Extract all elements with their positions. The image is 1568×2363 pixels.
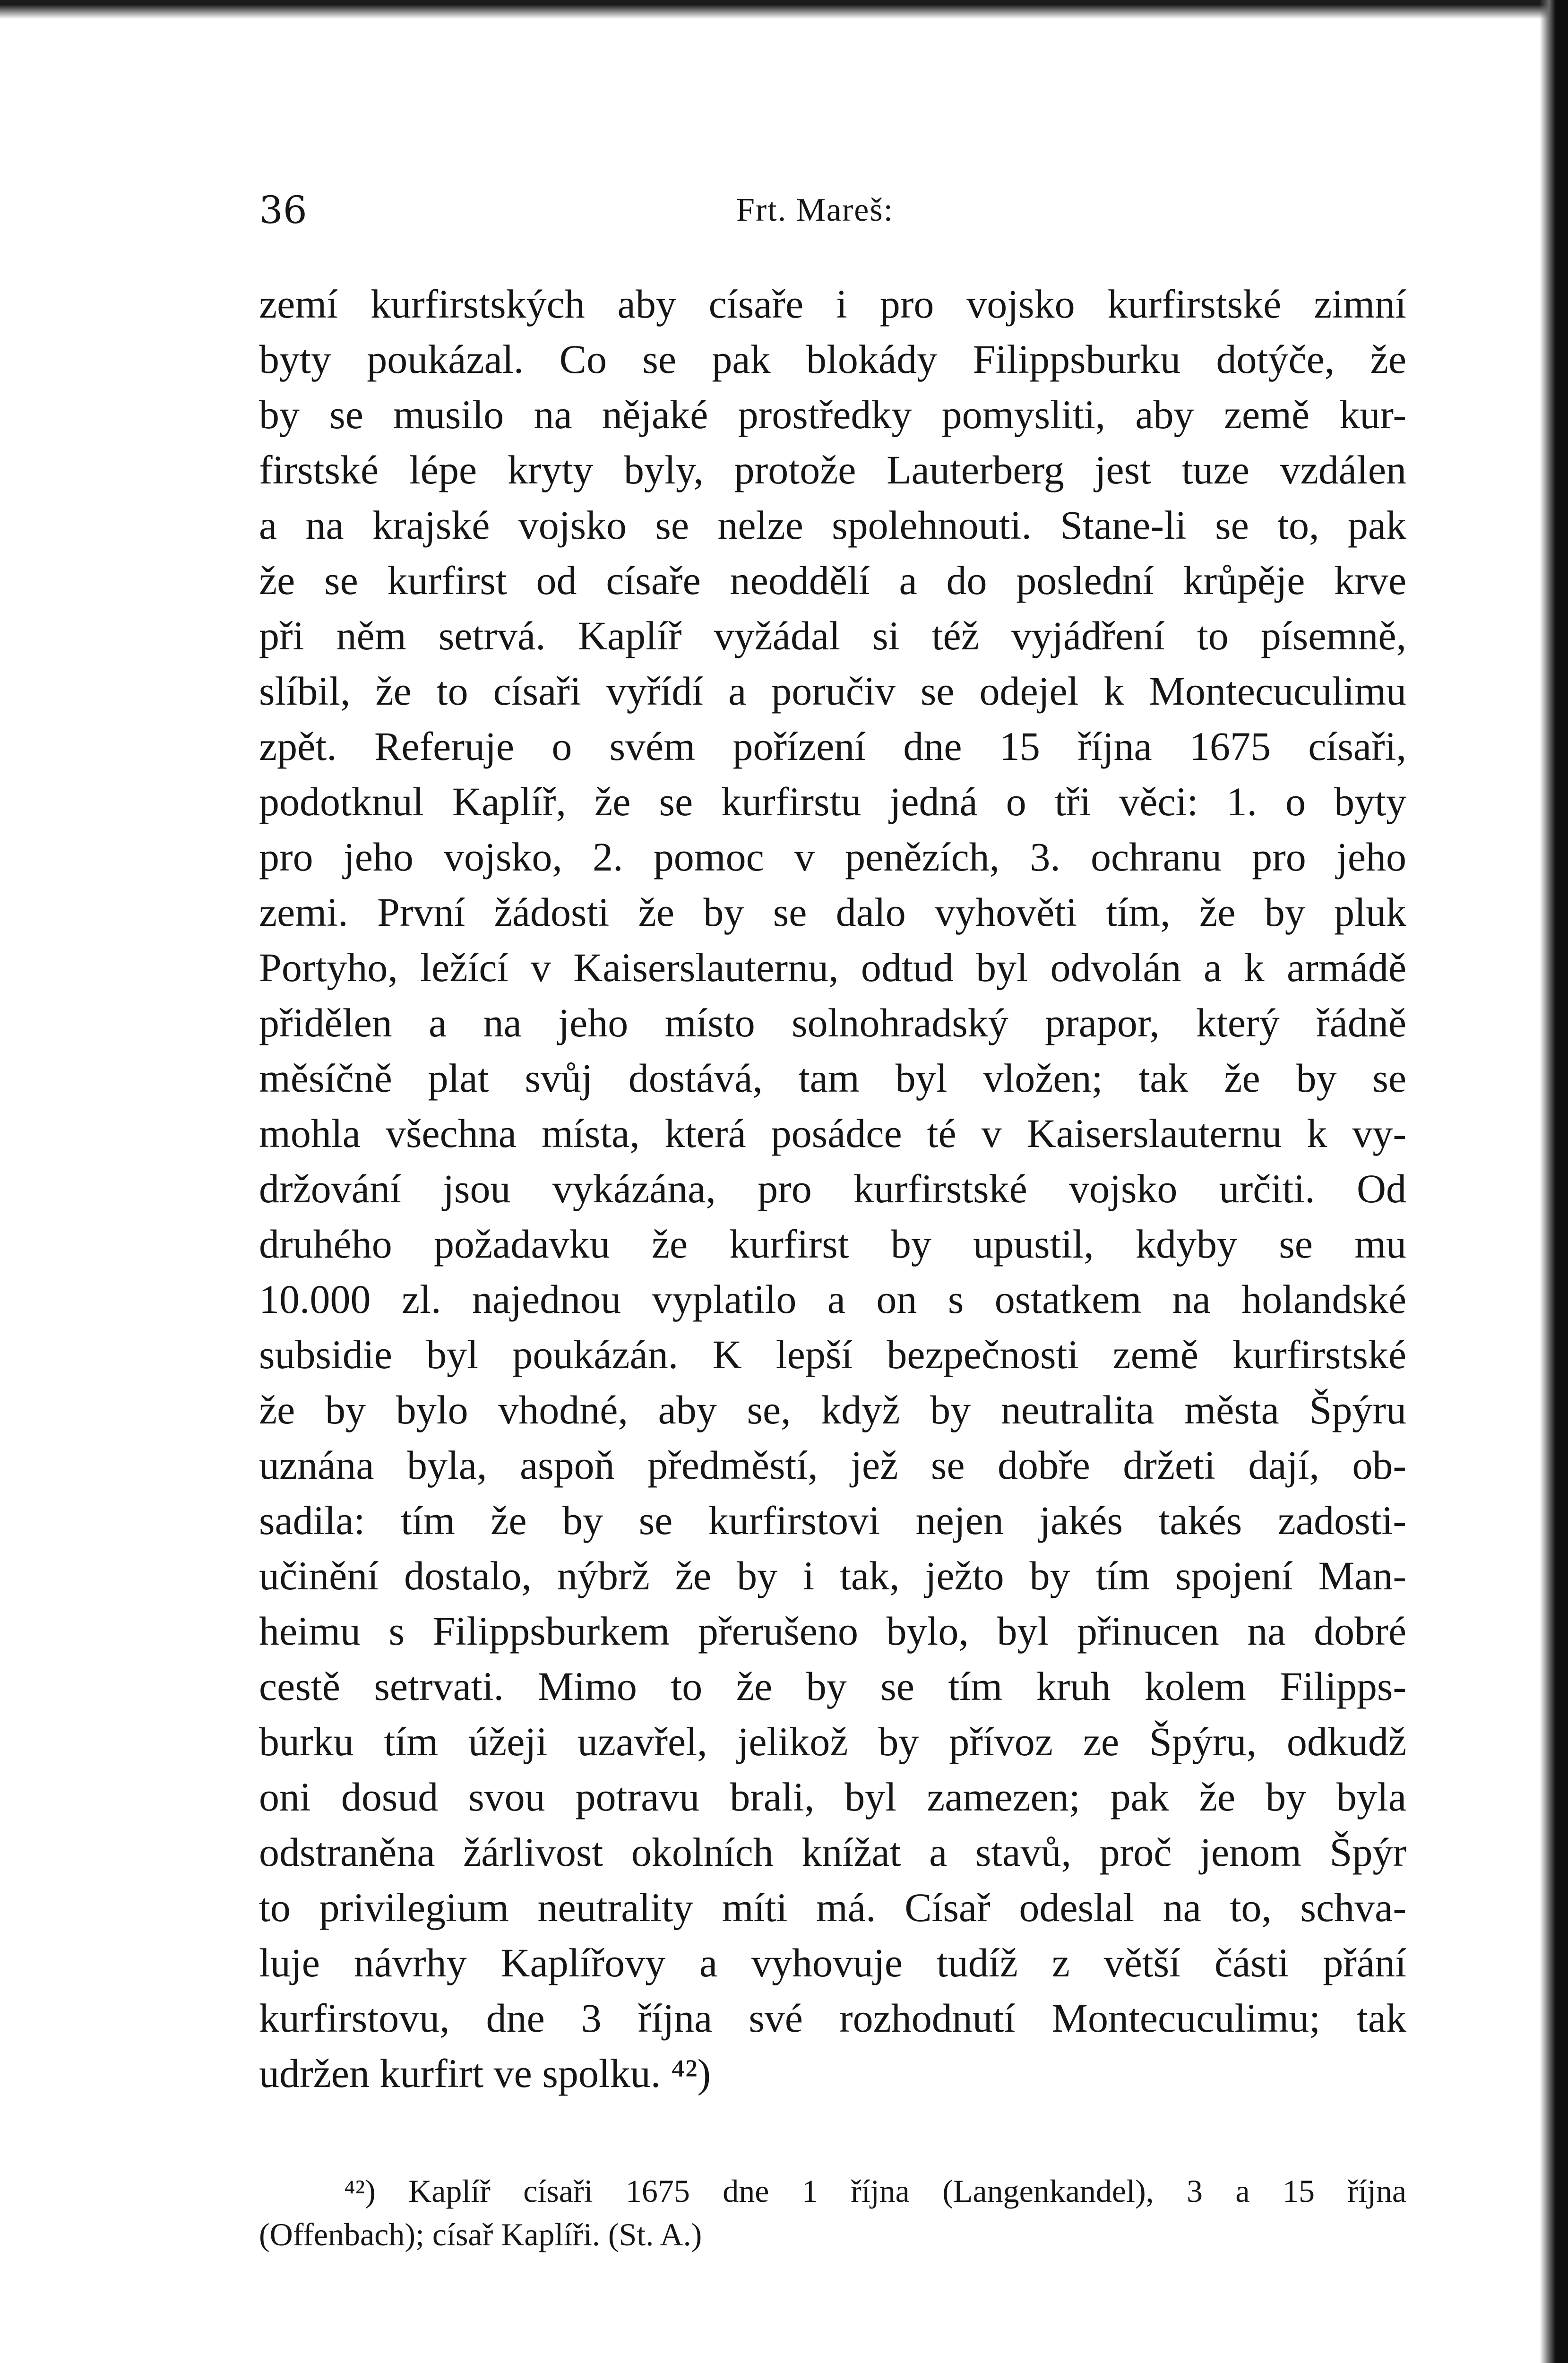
text-line: slíbil, že to císaři vyřídí a poručiv se odejel k Montecuculimu: [259, 668, 1406, 714]
text-line: a na krajské vojsko se nelze spolehnouti. Stane-li se to, pak: [259, 502, 1406, 548]
text-line: přidělen a na jeho místo solnohradský prapor, který řádně: [259, 1000, 1406, 1045]
text-line: subsidie byl poukázán. K lepší bezpečnosti země kurfirstské: [259, 1332, 1406, 1377]
scan-right-edge: [1540, 0, 1568, 2363]
text-line: burku tím úžeji uzavřel, jelikož by přívoz ze Špýru, odkudž: [259, 1719, 1406, 1764]
page-number: 36: [259, 188, 307, 232]
text-line: podotknul Kaplíř, že se kurfirstu jedná o tři věci: 1. o byty: [259, 779, 1406, 824]
text-line: učinění dostalo, nýbrž že by i tak, ježto by tím spojení Man-: [259, 1553, 1406, 1598]
text-line: měsíčně plat svůj dostává, tam byl vložen; tak že by se: [259, 1055, 1406, 1101]
footnote-line: (Offenbach); císař Kaplíři. (St. A.): [259, 2216, 702, 2252]
text-line: luje návrhy Kaplířovy a vyhovuje tudíž z větší části přání: [259, 1940, 1406, 1985]
page-header: [259, 182, 1406, 239]
text-line: že by bylo vhodné, aby se, když by neutralita města Špýru: [259, 1387, 1406, 1432]
scan-top-edge: [0, 0, 1568, 19]
text-line: cestě setrvati. Mimo to že by se tím kruh kolem Filipps-: [259, 1664, 1406, 1709]
body-text: [259, 276, 1406, 2101]
text-line: byty poukázal. Co se pak blokády Filippsburku dotýče, že: [259, 336, 1406, 382]
text-line: při něm setrvá. Kaplíř vyžádal si též vyjádření to písemně,: [259, 613, 1406, 658]
text-line: Portyho, ležící v Kaiserslauternu, odtud byl odvolán a k armádě: [259, 945, 1406, 990]
text-line: firstské lépe kryty byly, protože Lauterberg jest tuze vzdálen: [259, 447, 1406, 492]
text-line: udržen kurfirt ve spolku. ⁴²): [259, 2051, 711, 2096]
text-line: zemí kurfirstských aby císaře i pro vojsko kurfirstské zimní: [259, 281, 1406, 327]
text-line: oni dosud svou potravu brali, byl zamezen; pak že by byla: [259, 1774, 1406, 1820]
text-line: kurfirstovu, dne 3 října své rozhodnutí Montecuculimu; tak: [259, 1995, 1406, 2041]
footnote-line: ⁴²) Kaplíř císaři 1675 dne 1 října (Langenkandel), 3 a 15 října: [344, 2173, 1406, 2209]
running-head: Frt. Mareš:: [736, 192, 894, 228]
text-line: heimu s Filippsburkem přerušeno bylo, byl přinucen na dobré: [259, 1608, 1406, 1654]
text-line: to privilegium neutrality míti má. Císař odeslal na to, schva-: [259, 1885, 1406, 1930]
text-line: že se kurfirst od císaře neoddělí a do poslední krůpěje krve: [259, 558, 1406, 603]
text-line: zemi. První žádosti že by se dalo vyhověti tím, že by pluk: [259, 889, 1406, 935]
text-line: držování jsou vykázána, pro kurfirstské vojsko určiti. Od: [259, 1166, 1406, 1211]
text-line: 10.000 zl. najednou vyplatilo a on s ostatkem na holandské: [259, 1276, 1406, 1322]
text-line: odstraněna žárlivost okolních knížat a stavů, proč jenom Špýr: [259, 1829, 1406, 1875]
text-line: zpět. Referuje o svém pořízení dne 15 října 1675 císaři,: [259, 724, 1406, 769]
text-line: druhého požadavku že kurfirst by upustil, kdyby se mu: [259, 1221, 1406, 1267]
text-line: pro jeho vojsko, 2. pomoc v penězích, 3. ochranu pro jeho: [259, 834, 1406, 880]
text-line: by se musilo na nějaké prostředky pomysliti, aby země kur-: [259, 392, 1406, 437]
text-line: uznána byla, aspoň předměstí, jež se dobře držeti dají, ob-: [259, 1442, 1406, 1488]
text-line: mohla všechna místa, která posádce té v Kaiserslauternu k vy-: [259, 1111, 1406, 1156]
footnote: [259, 2169, 1406, 2256]
text-line: sadila: tím že by se kurfirstovi nejen jakés takés zadosti-: [259, 1498, 1406, 1543]
